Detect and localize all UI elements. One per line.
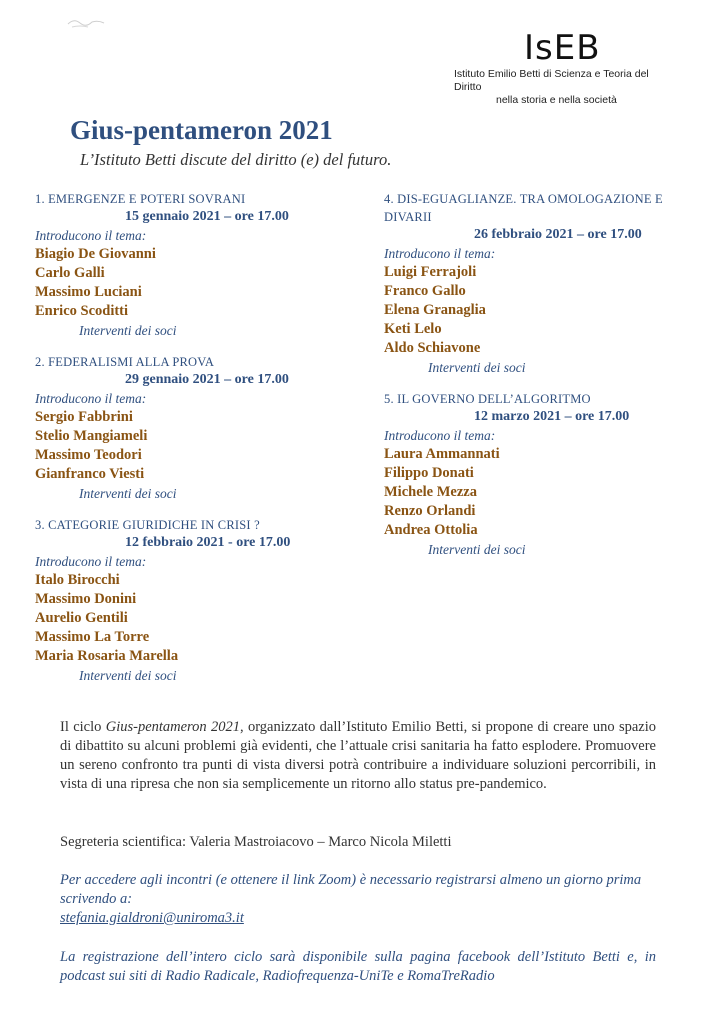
speaker: Andrea Ottolia <box>384 522 478 538</box>
session-closing: Interventi dei soci <box>428 360 526 375</box>
session-title: 3. CATEGORIE GIURIDICHE IN CRISI ? <box>35 518 260 532</box>
speaker: Massimo Luciani <box>35 284 142 300</box>
scientific-secretariat: Segreteria scientifica: Valeria Mastroiacovo – Marco Nicola Miletti <box>60 834 452 850</box>
page-title: Gius-pentameron 2021 <box>70 115 333 145</box>
registration-note <box>60 871 656 928</box>
speaker: Elena Granaglia <box>384 302 486 318</box>
session-3 <box>35 516 345 685</box>
speaker: Gianfranco Viesti <box>35 466 145 482</box>
speaker: Stelio Mangiameli <box>35 428 148 444</box>
speaker: Carlo Galli <box>35 265 105 281</box>
session-closing: Interventi dei soci <box>79 323 177 338</box>
recording-note: La registrazione dell’intero ciclo sarà disponibile sulla pagina facebook dell’Istituto Betti e, in podcast sui siti di Radio Radicale, Radiofrequenza-UniTe e RomaTreRadio <box>60 949 656 984</box>
session-intro: Introducono il tema: <box>35 554 147 569</box>
speaker: Laura Ammannati <box>384 446 500 462</box>
session-date: 12 febbraio 2021 - ore 17.00 <box>125 535 291 550</box>
corner-stamp-mark <box>66 14 106 32</box>
session-title: 4. DIS-EGUAGLIANZE. TRA OMOLOGAZIONE E DIVARII <box>384 192 663 224</box>
speaker: Aurelio Gentili <box>35 610 128 626</box>
speaker: Aldo Schiavone <box>384 340 481 356</box>
page-subtitle: L’Istituto Betti discute del diritto (e) del futuro. <box>80 150 392 169</box>
session-intro: Introducono il tema: <box>384 428 496 443</box>
logo-institute-name: Istituto Emilio Betti di Scienza e Teoria del Diritto <box>454 68 649 93</box>
description-post: , organizzato dall’Istituto Emilio Betti, si propone di creare uno spazio di dibattito su alcuni problemi già evidenti, che l’attuale crisi sanitaria ha fatto esplodere. Promuovere un sereno confronto tra punti di vista diversi potrà contribuire a individuare soluzioni percorribili, in vista di una ripresa che non sia semplicemente un ritorno allo status pre-pandemico. <box>60 719 656 792</box>
session-title: 5. IL GOVERNO DELL’ALGORITMO <box>384 392 591 406</box>
session-1 <box>35 190 345 340</box>
registration-text: Per accedere agli incontri (e ottenere il link Zoom) è necessario registrarsi almeno un giorno prima scrivendo a: <box>60 872 642 907</box>
contact-email-link[interactable]: stefania.gialdroni@uniroma3.it <box>60 910 244 926</box>
session-date: 15 gennaio 2021 – ore 17.00 <box>125 209 289 224</box>
speaker: Massimo La Torre <box>35 629 150 645</box>
speaker: Luigi Ferrajoli <box>384 264 477 280</box>
cycle-name: Gius-pentameron 2021 <box>105 719 241 735</box>
session-closing: Interventi dei soci <box>79 668 177 683</box>
session-date: 12 marzo 2021 – ore 17.00 <box>474 409 630 424</box>
speaker: Franco Gallo <box>384 283 466 299</box>
session-intro: Introducono il tema: <box>35 228 147 243</box>
logo-wordmark: IsEB <box>524 28 601 68</box>
session-4 <box>384 190 694 377</box>
speaker: Biagio De Giovanni <box>35 246 156 262</box>
session-title: 2. FEDERALISMI ALLA PROVA <box>35 355 215 369</box>
speaker: Massimo Teodori <box>35 447 142 463</box>
description-pre: Il ciclo <box>60 719 106 735</box>
speaker: Massimo Donini <box>35 591 137 607</box>
sessions-right-column <box>384 190 694 572</box>
session-date: 29 gennaio 2021 – ore 17.00 <box>125 372 289 387</box>
session-title: 1. EMERGENZE E POTERI SOVRANI <box>35 192 246 206</box>
session-date: 26 febbraio 2021 – ore 17.00 <box>474 227 642 242</box>
speaker: Renzo Orlandi <box>384 503 476 519</box>
sessions-left-column <box>35 190 345 698</box>
session-closing: Interventi dei soci <box>428 542 526 557</box>
speaker: Michele Mezza <box>384 484 477 500</box>
session-5 <box>384 390 694 559</box>
speaker: Italo Birocchi <box>35 572 120 588</box>
speaker: Filippo Donati <box>384 465 474 481</box>
speaker: Keti Lelo <box>384 321 442 337</box>
speaker: Enrico Scoditti <box>35 303 129 319</box>
session-intro: Introducono il tema: <box>35 391 147 406</box>
speaker: Sergio Fabbrini <box>35 409 133 425</box>
logo-tagline: nella storia e nella società <box>496 94 617 106</box>
description-paragraph <box>60 718 656 794</box>
session-closing: Interventi dei soci <box>79 486 177 501</box>
iseb-logo <box>454 30 664 107</box>
speaker: Maria Rosaria Marella <box>35 648 179 664</box>
session-2 <box>35 353 345 503</box>
session-intro: Introducono il tema: <box>384 246 496 261</box>
